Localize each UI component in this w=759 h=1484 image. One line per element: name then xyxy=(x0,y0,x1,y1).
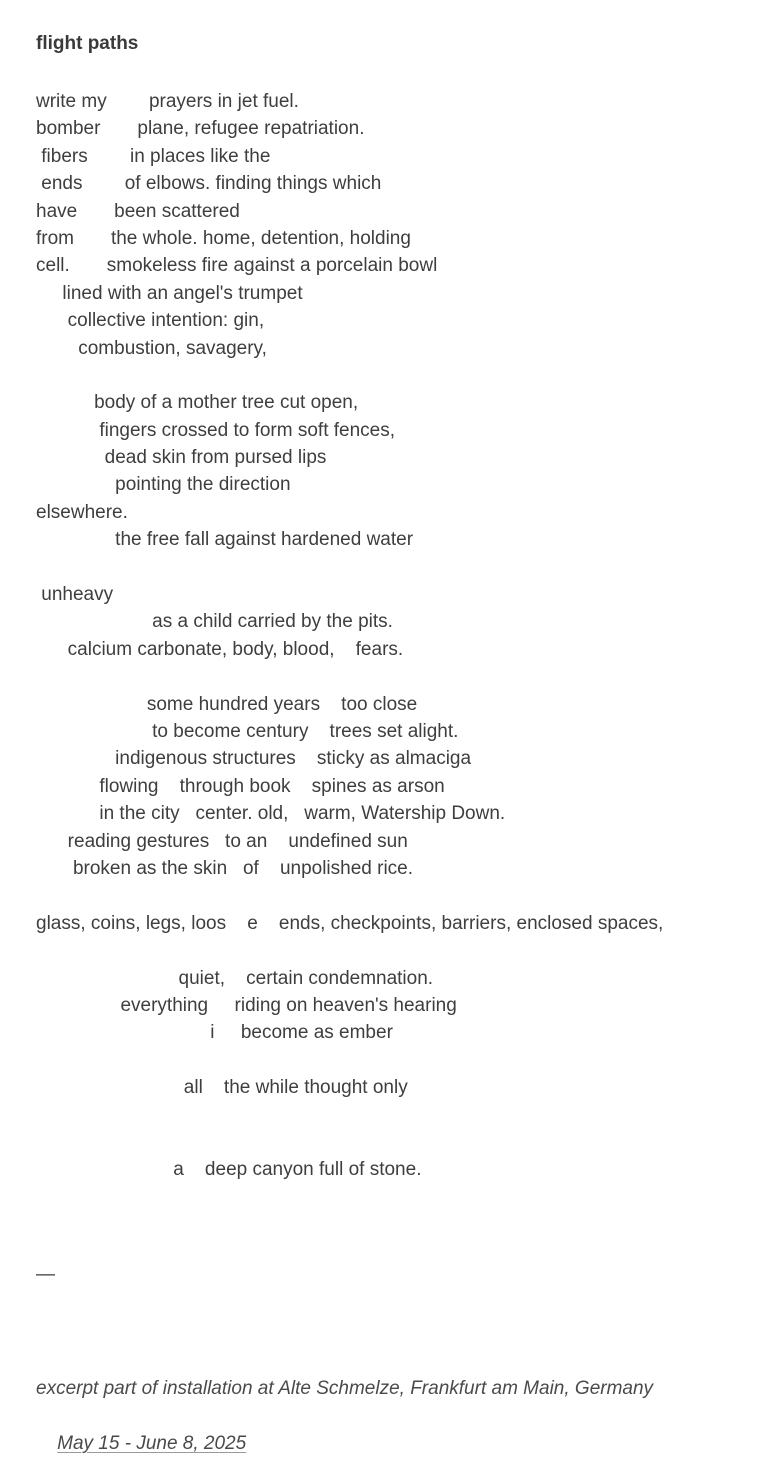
poem-title: flight paths xyxy=(36,33,139,54)
poem-line: glass, coins, legs, loos e ends, checkpoints, barriers, enclosed spaces, xyxy=(36,912,664,934)
poem-line xyxy=(36,937,663,964)
poem-line xyxy=(36,882,663,909)
poem-line: broken as the skin of unpolished rice. xyxy=(36,857,414,879)
exhibition-dates-link[interactable]: May 15 - June 8, 2025 xyxy=(57,1432,247,1454)
poem-line: all the while thought only xyxy=(36,1077,408,1099)
poem-line: ends of elbows. finding things which xyxy=(36,173,382,195)
poem-line: quiet, certain condemnation. xyxy=(36,967,434,989)
poem-line: bomber plane, refugee repatriation. xyxy=(36,118,365,140)
poem-line: flowing through book spines as arson xyxy=(36,775,445,797)
poem-line: pointing the direction xyxy=(36,474,291,496)
installation-note: excerpt part of installation at Alte Schmelze, Frankfurt am Main, Germany xyxy=(36,1377,654,1399)
poem-line: to become century trees set alight. xyxy=(36,720,459,742)
poem-line: body of a mother tree cut open, xyxy=(36,392,359,414)
poem-line xyxy=(36,1047,663,1074)
poem-line: in the city center. old, warm, Watership Down. xyxy=(36,803,506,825)
poem-line: indigenous structures sticky as almaciga xyxy=(36,748,472,770)
poem-line: write my prayers in jet fuel. xyxy=(36,91,299,112)
poem-line xyxy=(36,554,663,581)
poem-line xyxy=(36,663,663,690)
poem-line: some hundred years too close xyxy=(36,693,418,715)
poem-line: elsewhere. xyxy=(36,501,128,523)
poem-line: reading gestures to an undefined sun xyxy=(36,830,408,852)
poem-line: have been scattered xyxy=(36,200,240,222)
poem-line: lined with an angel's trumpet xyxy=(36,282,303,304)
poem-line: as a child carried by the pits. xyxy=(36,611,393,633)
poem-line: fibers in places like the xyxy=(36,145,271,167)
poem-line xyxy=(36,1129,663,1156)
poem-line: dead skin from pursed lips xyxy=(36,447,327,469)
poem-line xyxy=(36,1101,663,1128)
footer-note xyxy=(36,1320,653,1484)
poem-line: i become as ember xyxy=(36,1022,393,1044)
separator-dash: — xyxy=(36,1264,55,1285)
poem-line: a deep canyon full of stone. xyxy=(36,1159,422,1181)
poem-line: from the whole. home, detention, holding xyxy=(36,227,411,249)
poem-body xyxy=(36,88,663,1184)
poem-line xyxy=(36,362,663,389)
poem-line: fingers crossed to form soft fences, xyxy=(36,419,396,441)
poem-line: everything riding on heaven's hearing xyxy=(36,994,457,1016)
poem-line: calcium carbonate, body, blood, fears. xyxy=(36,638,404,660)
poem-line: cell. smokeless fire against a porcelain bowl xyxy=(36,255,438,277)
poem-line: unheavy xyxy=(36,584,114,606)
poem-line: collective intention: gin, xyxy=(36,310,265,332)
poem-line: the free fall against hardened water xyxy=(36,529,414,551)
poem-line: combustion, savagery, xyxy=(36,337,267,359)
